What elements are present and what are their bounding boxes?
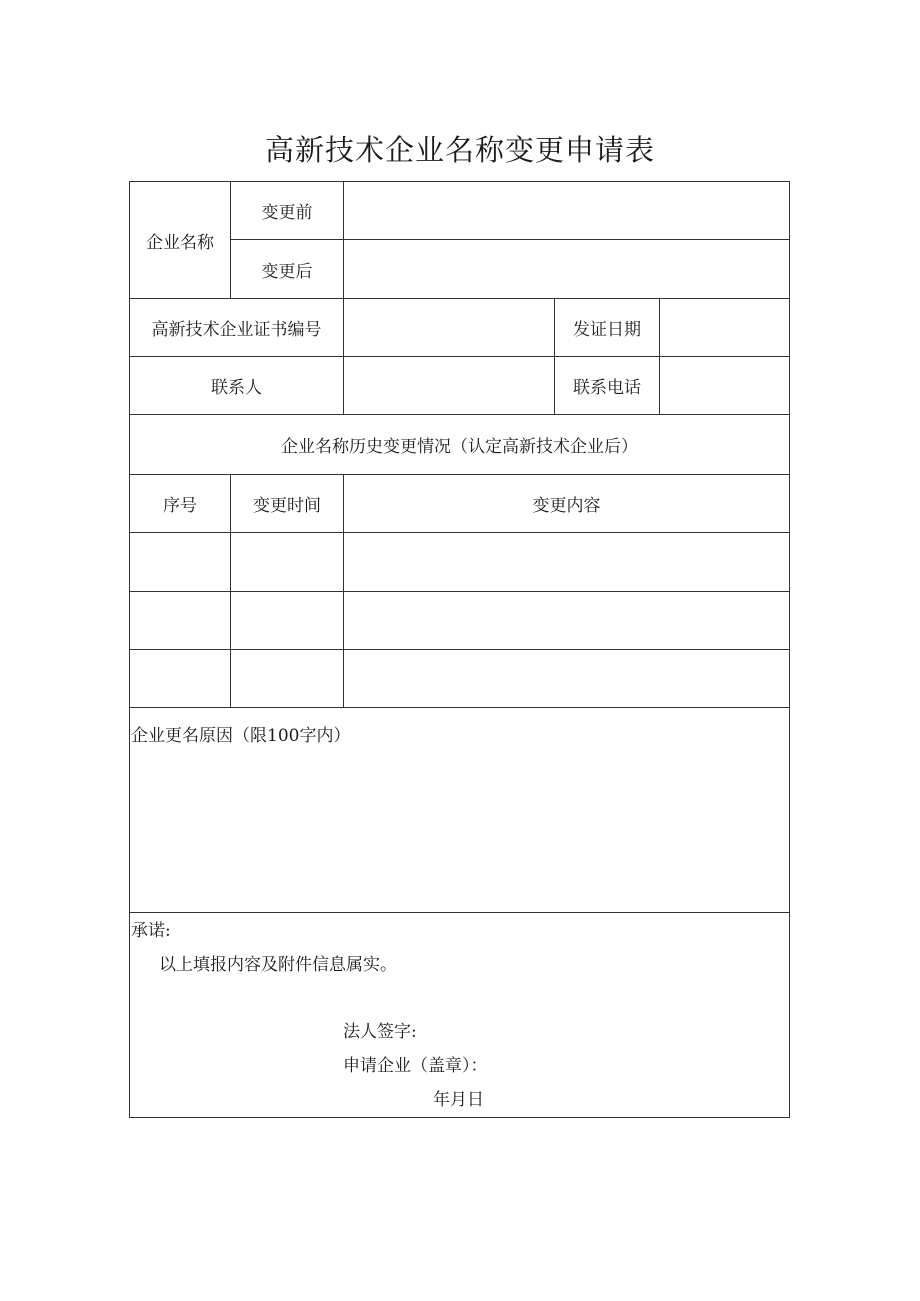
certificate-number-value[interactable] [344, 299, 554, 356]
history-row-3-time[interactable] [231, 650, 343, 707]
history-row-1-index[interactable] [130, 533, 230, 591]
name-before-label: 变更前 [261, 203, 313, 223]
certificate-number-label: 高新技术企业证书编号 [151, 320, 322, 340]
name-after-label: 变更后 [261, 261, 313, 282]
divider-row [129, 707, 790, 708]
issue-date-label: 发证日期 [573, 320, 641, 340]
contact-person-label: 联系人 [211, 378, 262, 398]
history-row-2-time[interactable] [231, 592, 343, 649]
history-row-2-index[interactable] [130, 592, 230, 649]
company-name-label: 企业名称 [146, 232, 214, 253]
history-col-content: 变更内容 [532, 496, 601, 516]
history-col-time: 变更时间 [253, 496, 321, 516]
form-title: 高新技术企业名称变更申请表 [264, 133, 655, 167]
contact-phone-value[interactable] [660, 357, 789, 414]
commitment-statement: 以上填报内容及附件信息属实。 [159, 955, 397, 975]
history-row-1-time[interactable] [231, 533, 343, 591]
commitment-label: 承诺: [131, 921, 171, 941]
contact-phone-label: 联系电话 [573, 378, 641, 398]
history-row-1-content[interactable] [344, 533, 789, 591]
history-row-3-content[interactable] [344, 650, 789, 707]
history-row-2-content[interactable] [344, 592, 789, 649]
contact-person-value[interactable] [344, 357, 554, 414]
table-border-bottom [129, 1117, 790, 1118]
name-before-value[interactable] [344, 182, 789, 239]
name-after-value[interactable] [344, 240, 789, 298]
applicant-seal-label: 申请企业（盖章）： [343, 1056, 488, 1076]
rename-reason-value[interactable] [131, 750, 786, 908]
history-col-index: 序号 [163, 496, 197, 516]
history-row-3-index[interactable] [130, 650, 230, 707]
date-label: 年月日 [433, 1090, 484, 1110]
legal-signature-label: 法人签字: [343, 1022, 417, 1042]
history-section-title: 企业名称历史变更情况（认定高新技术企业后） [281, 437, 638, 457]
issue-date-value[interactable] [660, 299, 789, 356]
rename-reason-label: 企业更名原因（限100字内） [131, 726, 351, 746]
divider-row [129, 912, 790, 913]
